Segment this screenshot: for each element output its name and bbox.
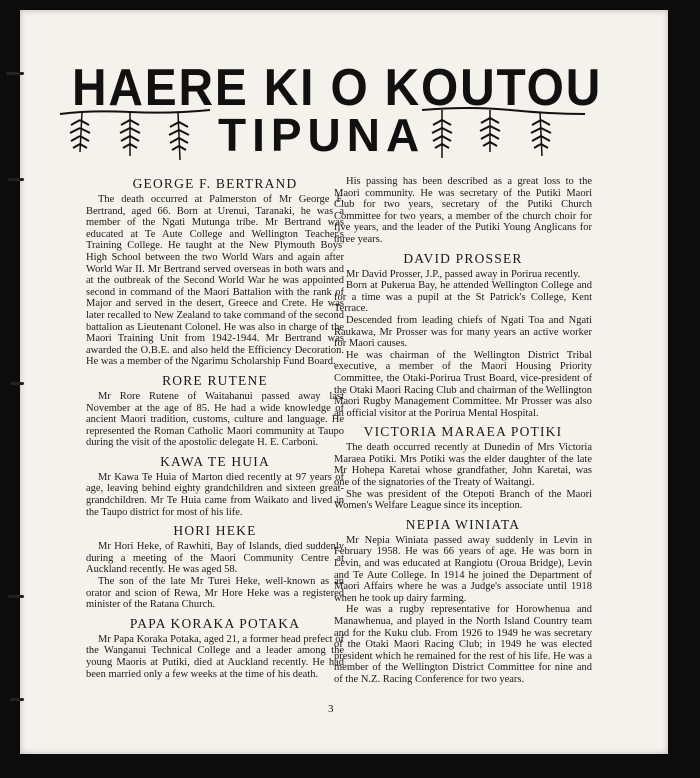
obituary-paragraph: The death occurred at Palmerston of Mr George F. Bertrand, aged 66. Born at Urenui, Taranaki, he was a member of the Ngati Mutunga tribe. Mr Bertrand was educated at Te Aute College and Wellington Teacher's Training College. He taught at the New Plymouth Boys' High School between the two World Wars and again after World War II. Mr Bertrand served overseas in both wars and at the outbreak of the Second World War he was appointed second in command of the Maori Battalion with the rank of Major and served in the desert, Greece and Crete. He was later recalled to New Zealand to take command of the second battalion as Lieutenant Colonel. He was also in charge of the Maori Training Unit from 1942-1944. Mr Bertrand was awarded the O.B.E. and also held the Efficiency Decoration. He was a member of the Ngarimu Scholarship Fund Board. bbox=[86, 194, 344, 368]
obituary-heading: GEORGE F. BERTRAND bbox=[132, 176, 298, 191]
obituary-paragraph: Descended from leading chiefs of Ngati Toa and Ngati Raukawa, Mr Prosser was for many years an active worker for Maori causes. bbox=[334, 314, 592, 350]
fern-decoration bbox=[50, 52, 590, 167]
binding-mark bbox=[10, 382, 24, 385]
obituary-heading: KAWA TE HUIA bbox=[160, 453, 270, 469]
obituary-paragraph: Mr Rore Rutene of Waitahanui passed away last November at the age of 85. He had a wide knowledge of ancient Maori tradition, customs, culture and language. He represented the Roman Catholic Maori community at Taupo during the visit of the apostolic delegate H. E. Carboni. bbox=[86, 390, 344, 449]
page-number: 3 bbox=[328, 703, 334, 715]
obituary-heading: VICTORIA MARAEA POTIKI bbox=[363, 424, 563, 440]
binding-mark bbox=[8, 178, 24, 181]
obituary-paragraph: Born at Pukerua Bay, he attended Wellington College and for a time was a pupil at the St Patrick's College, Kent Terrace. bbox=[334, 280, 592, 315]
obituary-kawa-te-huia bbox=[86, 454, 344, 518]
obituary-paragraph: Mr Kawa Te Huia of Marton died recently at 97 years of age, leaving behind eighty grandchildren and sixteen great-grandchildren. Mr Te Huia came from Waikato and lived in the Taupo district for most of his life. bbox=[86, 471, 344, 518]
right-column bbox=[334, 176, 592, 691]
obituary-paragraph: His passing has been described as a great loss to the Maori community. He was secretary of the Putiki Maori Club for two years, secretary of the Putiki Church Committee for two years, a member of the church choir for five years, and the leader of the Putiki Young Anglicans for three years. bbox=[334, 176, 592, 245]
obituary-paragraph: Mr Hori Heke, of Rawhiti, Bay of Islands, died suddenly during a meeting of the Maori Community Centre at Auckland recently. He was aged 58. bbox=[86, 541, 344, 576]
obituary-paragraph: She was president of the Otepoti Branch of the Maori Women's Welfare League since its inception. bbox=[334, 488, 592, 512]
obituary-paragraph: Mr Nepia Winiata passed away suddenly in Levin in February 1958. He was 66 years of age. He was born in Levin, and was educated at Rangiotu (Oroua Bridge), Levin and Te Aute College. In 1914 he joined the Department of Maori Affairs where he was a Judge's associate until 1918 when he took up dairy farming. bbox=[334, 534, 592, 604]
obituary-heading: DAVID PROSSER bbox=[403, 250, 523, 266]
obituary-paragraph: He was chairman of the Wellington District Tribal executive, a member of the Maori Housing Priority Committee, the Otaki-Porirua Trust Board, vice-president of the Otaki Maori Racing Club and chairman of the Wellington Maori Rugby Management Committee. Mr Prosser was also an official visitor at the Porirua Mental Hospital. bbox=[334, 349, 592, 419]
fern-frond-icon bbox=[480, 110, 500, 152]
binding-mark bbox=[10, 698, 24, 701]
masthead-title-line-1: HAERE KI O KOUTOU bbox=[72, 59, 603, 117]
left-column bbox=[86, 176, 344, 685]
fern-frond-icon bbox=[120, 112, 140, 156]
binding-mark bbox=[8, 595, 24, 598]
fern-frond-icon bbox=[432, 110, 452, 158]
fern-frond-icon bbox=[531, 112, 551, 156]
obituary-heading: RORE RUTENE bbox=[162, 372, 268, 388]
obituary-paragraph: He was a rugby representative for Horowhenua and Manawhenua, and played in the North Island Country team and for the Kuku club. From 1926 to 1949 he was secretary of the Otaki Maori Racing Club; in 1949 he was elected president which he remained for the rest of his life. He was a member of the Wellington District Committee for nine and of the N.Z. Racing Conference for two years. bbox=[334, 604, 592, 685]
obituary-rore-rutene bbox=[86, 373, 344, 449]
obituary-heading: NEPIA WINIATA bbox=[405, 516, 521, 532]
obituary-david-prosser bbox=[334, 251, 592, 420]
obituary-paragraph: Mr David Prosser, J.P., passed away in Porirua recently. bbox=[346, 268, 581, 280]
obituary-hori-heke bbox=[86, 523, 344, 611]
obituary-papa-koraka-potaka bbox=[86, 616, 344, 680]
obituary-victoria-potiki bbox=[334, 424, 592, 512]
obituary-paragraph: The son of the late Mr Turei Heke, well-known as an orator and scion of Rewa, Mr Hore Heke was a registered minister of the Ratana Church. bbox=[86, 576, 344, 611]
fern-frond-icon bbox=[169, 112, 189, 160]
obituary-heading: PAPA KORAKA POTAKA bbox=[129, 615, 301, 631]
obituary-paragraph: Mr Papa Koraka Potaka, aged 21, a former head prefect of the Wanganui Technical College and a leader among the young Maoris at Putiki, died at Auckland recently. He had been married only a few weeks at the time of his death. bbox=[86, 633, 344, 680]
masthead-title-line-2: TIPUNA bbox=[218, 109, 426, 161]
fern-frond-icon bbox=[70, 112, 90, 152]
binding-mark bbox=[6, 72, 24, 75]
obituary-heading: HORI HEKE bbox=[173, 523, 257, 539]
obituary-nepia-winiata bbox=[334, 517, 592, 686]
obituary-paragraph: The death occurred recently at Dunedin of Mrs Victoria Maraea Potiki. Mrs Potiki was the elder daughter of the late Mr Hohepa Karetai whose grandfather, John Karetai, was one of the signatories of the Treaty of Waitangi. bbox=[334, 442, 592, 489]
obituary-continuation bbox=[334, 176, 592, 246]
obituary-george-bertrand bbox=[86, 176, 344, 368]
